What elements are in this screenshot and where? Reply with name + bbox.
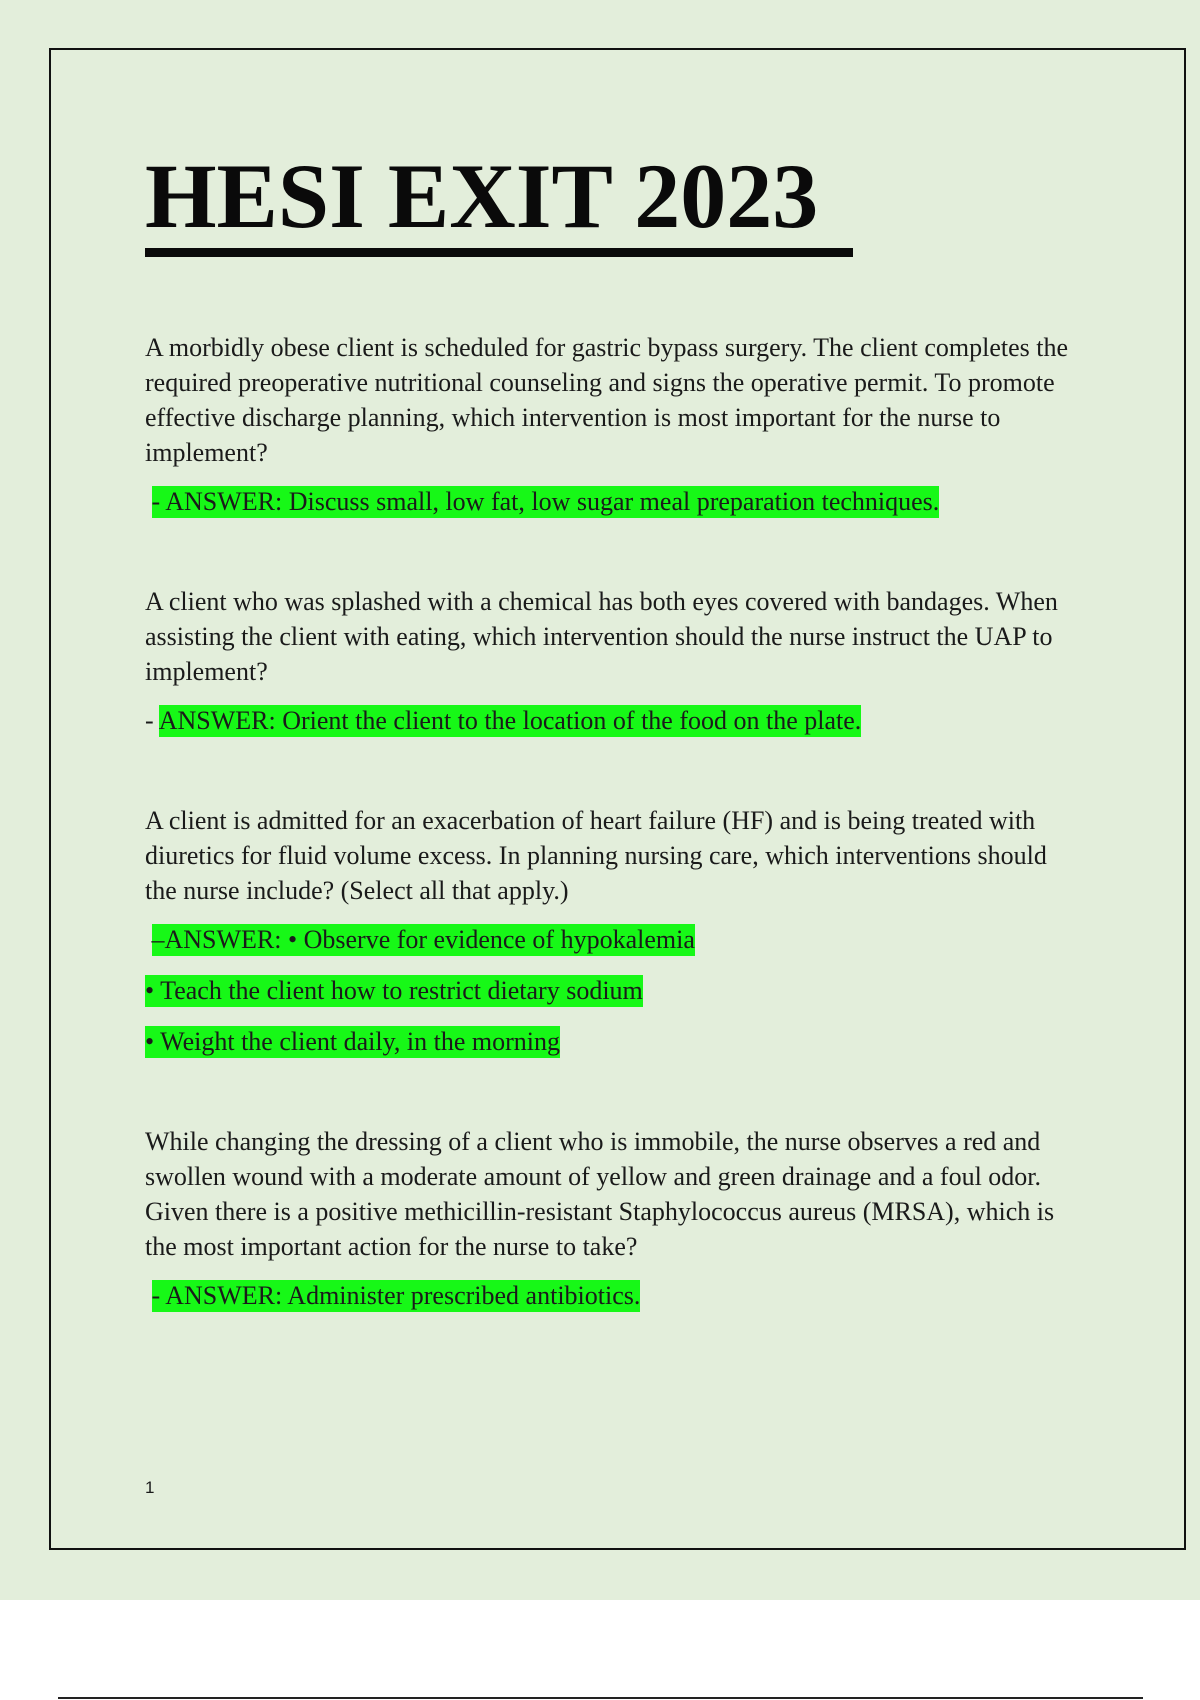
document-title: HESI EXIT 2023 — [145, 145, 819, 247]
question-list — [145, 330, 1085, 1312]
question-3-answer-3 — [145, 1026, 1085, 1058]
question-3-answer-1 — [145, 924, 1085, 956]
next-page-divider — [58, 1697, 1143, 1699]
question-4-answer — [145, 1280, 1085, 1312]
answer-highlight: • Weight the client daily, in the morning — [145, 1027, 560, 1056]
answer-highlight: –ANSWER: • Observe for evidence of hypokalemia — [151, 925, 695, 954]
answer-highlight: - ANSWER: Administer prescribed antibiotics. — [151, 1281, 641, 1310]
answer-highlight: ANSWER: Orient the client to the location of the food on the plate. — [158, 706, 862, 735]
question-3-text: A client is admitted for an exacerbation of heart failure (HF) and is being treated with diuretics for fluid volume excess. In planning nursing care, which interventions should the nurse include? (Select all that apply.) — [145, 806, 1047, 905]
page-number: 1 — [145, 1478, 155, 1497]
question-1-text: A morbidly obese client is scheduled for gastric bypass surgery. The client completes the required preoperative nutritional counseling and signs the operative permit. To promote effective discharge planning, which intervention is most important for the nurse to implement? — [145, 333, 1069, 467]
answer-highlight: - ANSWER: Discuss small, low fat, low sugar meal preparation techniques. — [151, 487, 940, 516]
title-underline — [145, 248, 853, 257]
answer-prefix: - — [145, 706, 159, 735]
question-2-text: A client who was splashed with a chemical has both eyes covered with bandages. When assisting the client with eating, which intervention should the nurse instruct the UAP to implement? — [145, 587, 1058, 686]
question-1-answer — [145, 486, 1085, 518]
question-4-text: While changing the dressing of a client who is immobile, the nurse observes a red and swollen wound with a moderate amount of yellow and green drainage and a foul odor. Given there is a positive methicillin-resistant Staphylococcus aureus (MRSA), which is the most important action for the nurse to take? — [145, 1127, 1055, 1261]
question-3-answer-2 — [145, 975, 1085, 1007]
question-2-answer — [145, 705, 1085, 737]
answer-highlight: • Teach the client how to restrict dietary sodium — [145, 976, 643, 1005]
